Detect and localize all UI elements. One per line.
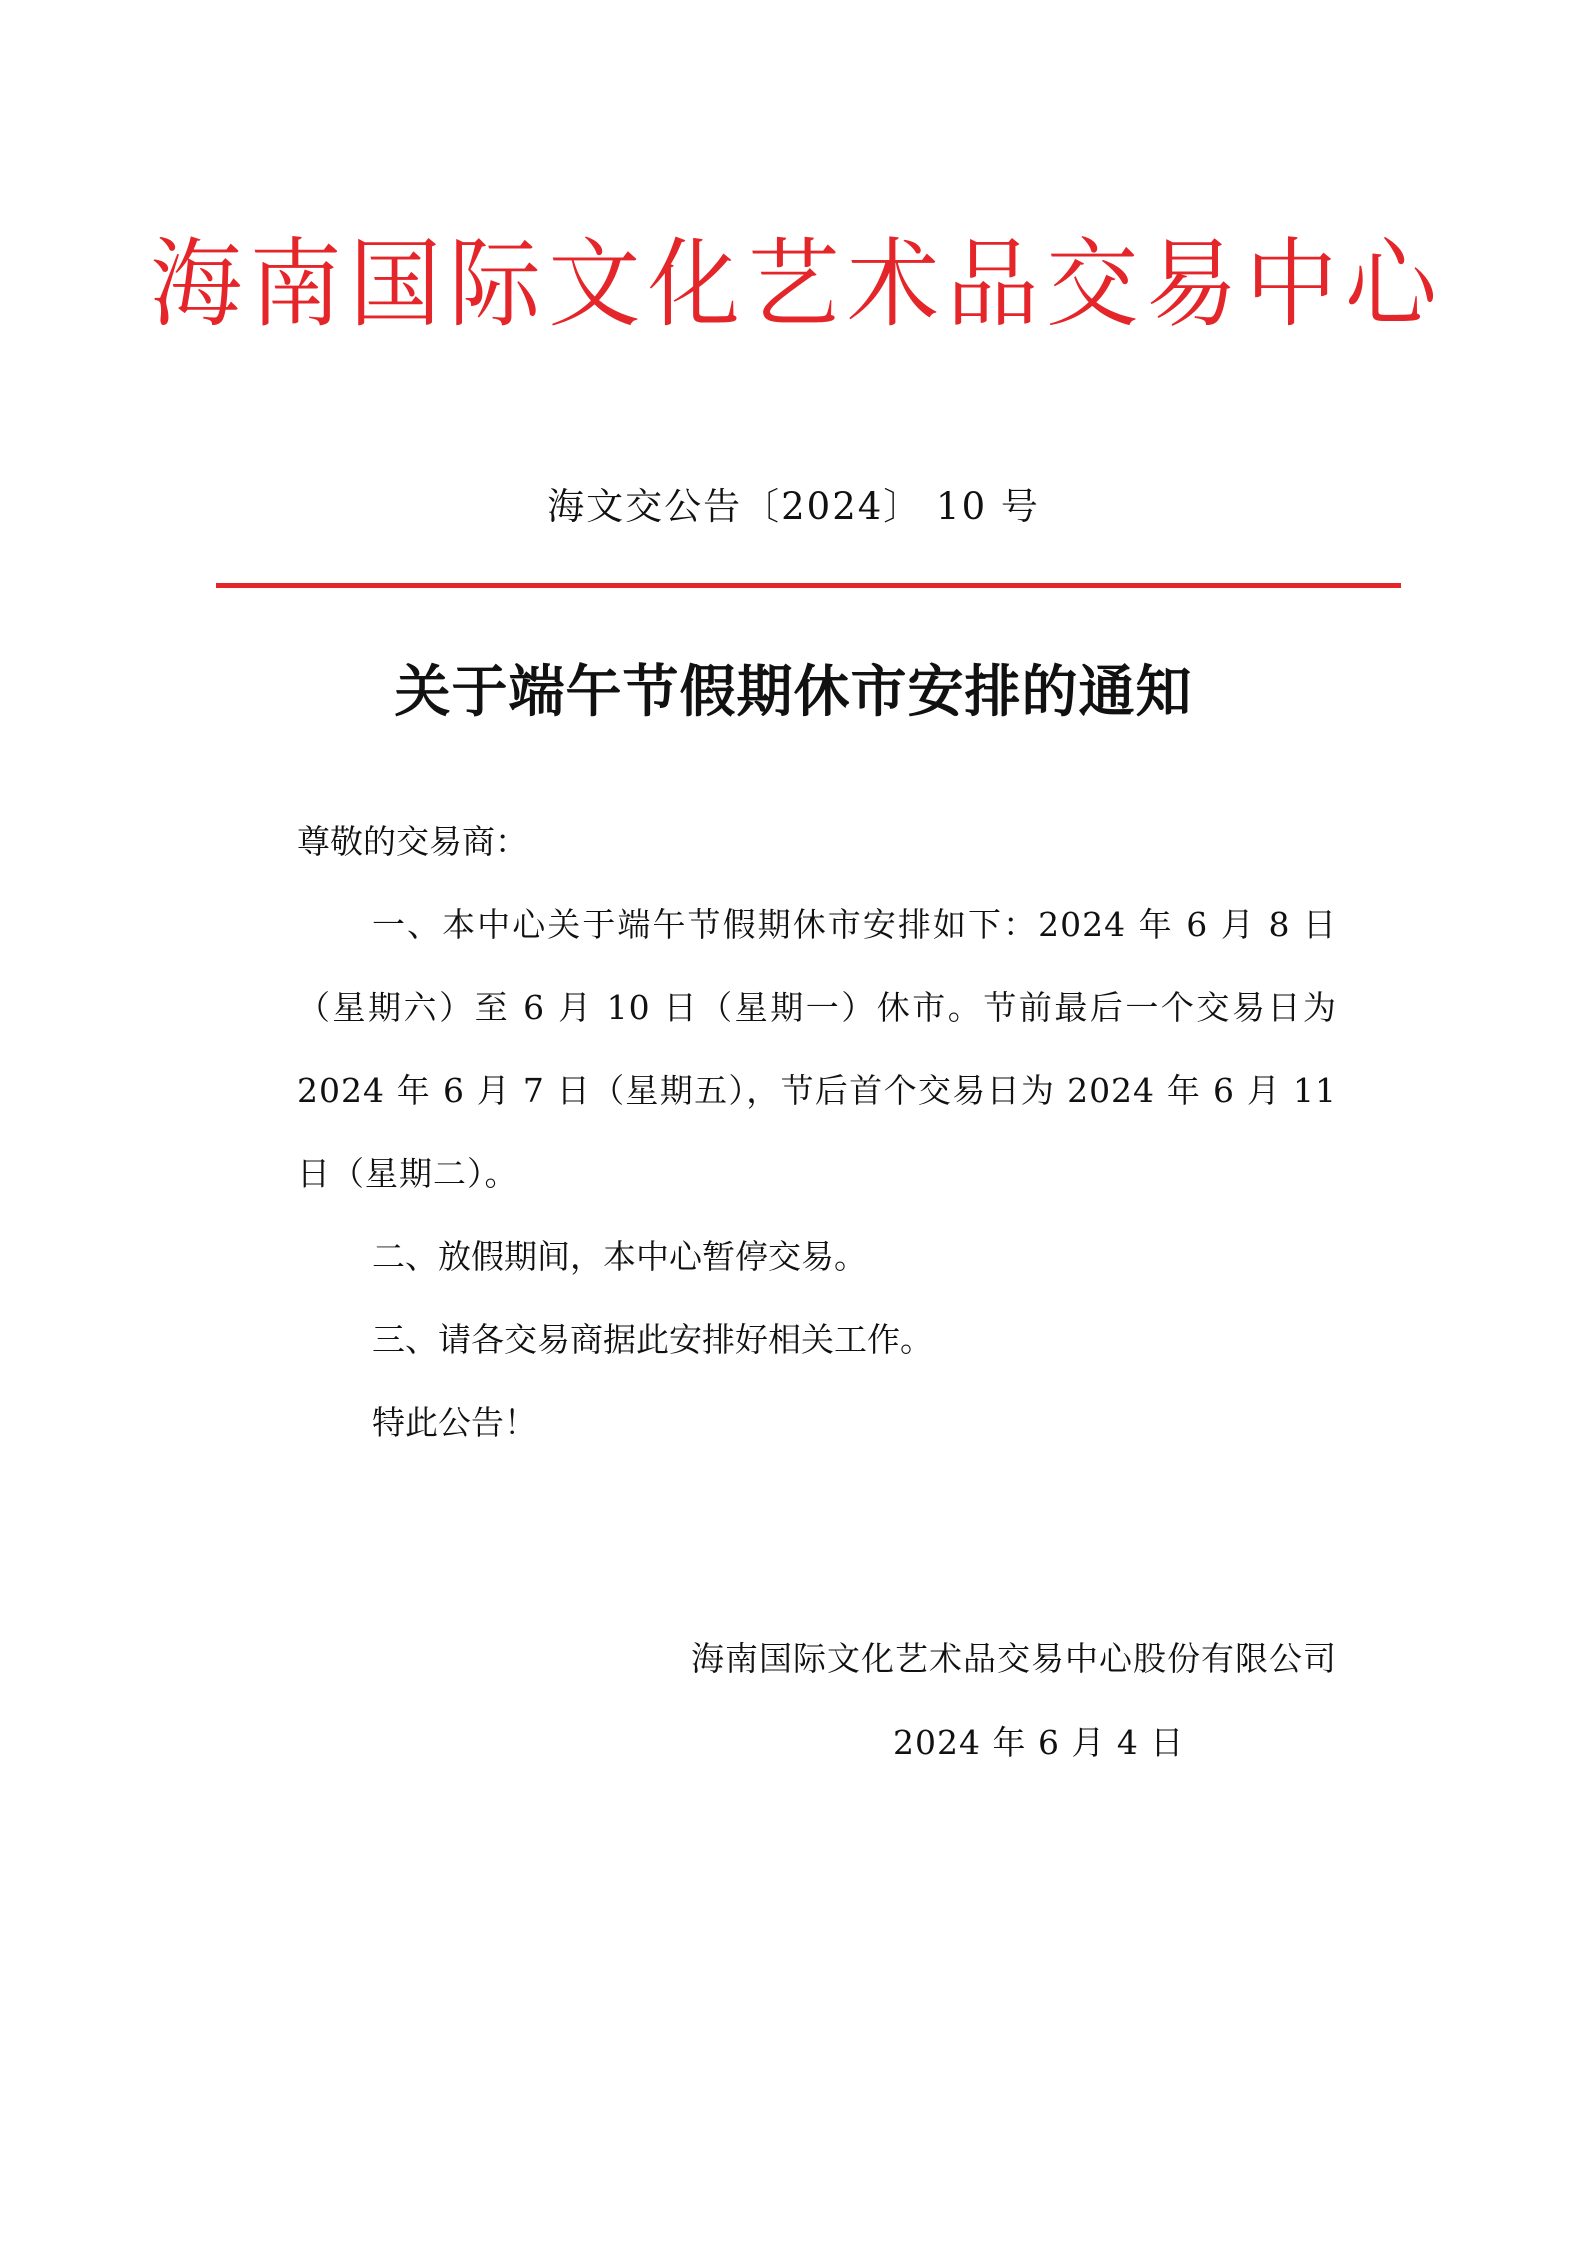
masthead-char: 术 — [847, 228, 940, 341]
masthead-char: 文 — [548, 228, 641, 341]
masthead-title — [150, 222, 1437, 348]
notice-body — [297, 800, 1337, 1464]
masthead-char: 中 — [1245, 228, 1338, 341]
paragraph-suspension: 二、放假期间，本中心暂停交易。 — [372, 1237, 867, 1276]
document-number: 海文交公告〔2024〕 10 号 — [547, 485, 1040, 528]
masthead-char: 交 — [1046, 228, 1139, 341]
red-divider — [216, 583, 1401, 588]
masthead-char: 化 — [647, 228, 740, 341]
masthead-char: 海 — [150, 228, 243, 341]
masthead-char: 艺 — [747, 228, 840, 341]
masthead-char: 心 — [1344, 228, 1437, 341]
masthead-char: 南 — [249, 228, 342, 341]
issuer-signature: 海南国际文化艺术品交易中心股份有限公司 — [691, 1639, 1337, 1678]
masthead-char: 易 — [1145, 228, 1238, 341]
salutation: 尊敬的交易商： — [297, 822, 528, 861]
paragraph-schedule: 一、本中心关于端午节假期休市安排如下：2024 年 6 月 8 日（星期六）至 6 月 10 日（星期一）休市。节前最后一个交易日为 2024 年 6 月 7 日（星期五），节后首个交易日为 2024 年 6 月 11 日（星期二）。 — [297, 905, 1337, 1193]
issue-date: 2024 年 6 月 4 日 — [893, 1723, 1185, 1762]
masthead-char: 际 — [448, 228, 541, 341]
notice-title: 关于端午节假期休市安排的通知 — [394, 660, 1193, 725]
paragraph-instruction: 三、请各交易商据此安排好相关工作。 — [372, 1320, 933, 1359]
paragraph-closing: 特此公告！ — [372, 1403, 537, 1442]
masthead-char: 国 — [349, 228, 442, 341]
masthead-char: 品 — [946, 228, 1039, 341]
